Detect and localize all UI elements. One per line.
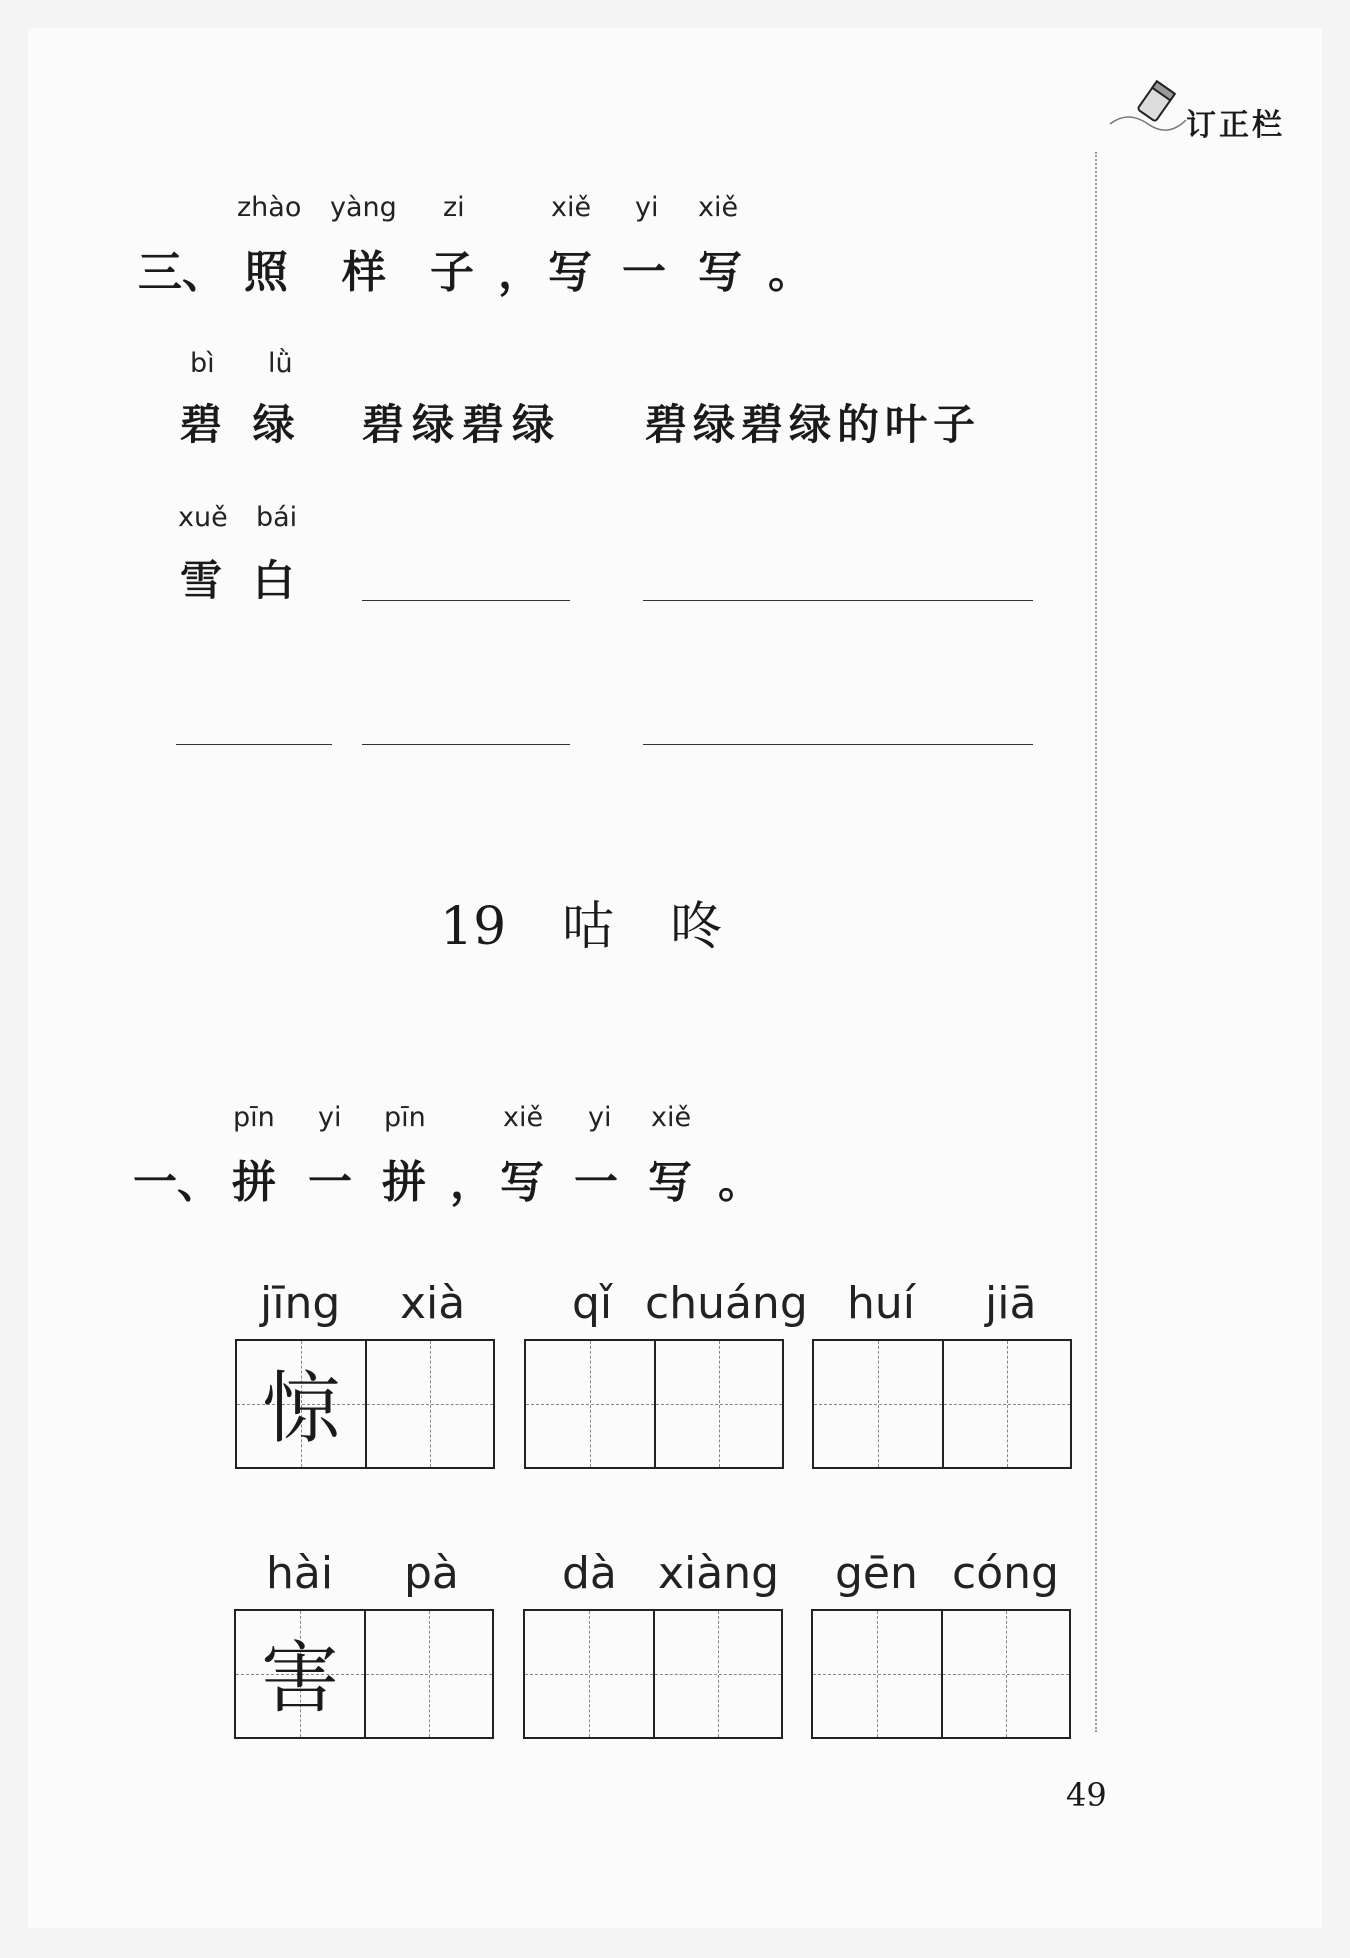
pinyin: xuě	[178, 502, 228, 533]
pinyin: xiě	[698, 192, 739, 223]
writing-grid	[235, 1339, 495, 1469]
example-word: 碧 绿	[180, 400, 303, 449]
title-char: 写	[698, 247, 742, 298]
answer-blank[interactable]	[176, 744, 332, 745]
pinyin: lǜ	[268, 348, 293, 379]
section-number: 三、	[138, 247, 226, 298]
pinyin: xià	[400, 1278, 466, 1329]
pinyin: yi	[635, 192, 659, 223]
answer-blank[interactable]	[362, 600, 570, 601]
pinyin: zhào	[237, 192, 302, 223]
page-number: 49	[1066, 1776, 1107, 1814]
pinyin: hài	[266, 1548, 334, 1599]
writing-cell[interactable]	[237, 1341, 365, 1467]
pinyin: yàng	[330, 192, 397, 223]
pinyin: zi	[443, 192, 465, 223]
writing-cell[interactable]	[653, 1611, 781, 1737]
pinyin: gēn	[835, 1548, 918, 1599]
title-char: 样	[342, 247, 386, 298]
pinyin: pà	[404, 1548, 459, 1599]
pinyin: jīng	[260, 1278, 341, 1329]
writing-cell[interactable]	[814, 1341, 942, 1467]
pinyin: qǐ	[572, 1278, 613, 1329]
writing-cell[interactable]	[941, 1611, 1069, 1737]
pinyin: cóng	[952, 1548, 1059, 1599]
pinyin: jiā	[985, 1278, 1037, 1329]
writing-grid	[812, 1339, 1072, 1469]
pinyin: chuáng	[645, 1278, 808, 1329]
title-char: ，	[450, 1157, 494, 1208]
writing-grid	[811, 1609, 1071, 1739]
writing-cell[interactable]	[364, 1611, 492, 1737]
writing-grid	[523, 1609, 783, 1739]
title-char: ，	[498, 247, 542, 298]
pinyin: huí	[847, 1278, 915, 1329]
writing-cell[interactable]	[654, 1341, 782, 1467]
title-char: 。	[768, 247, 812, 298]
lesson-title	[440, 884, 722, 959]
writing-cell[interactable]	[526, 1341, 654, 1467]
pinyin: bì	[190, 348, 215, 379]
answer-blank[interactable]	[643, 744, 1033, 745]
writing-cell[interactable]	[813, 1611, 941, 1737]
title-char: 一	[574, 1157, 618, 1208]
title-char: 写	[500, 1157, 544, 1208]
title-char: 照	[244, 247, 288, 298]
correction-column-divider	[1095, 152, 1099, 1732]
pencil-icon	[1108, 80, 1188, 132]
example-phrase: 碧绿碧绿的叶子	[645, 400, 982, 449]
title-char: 拼	[382, 1157, 426, 1208]
writing-cell[interactable]	[236, 1611, 364, 1737]
pinyin: xiě	[503, 1102, 544, 1133]
title-char: 拼	[232, 1157, 276, 1208]
title-char: 。	[718, 1157, 762, 1208]
answer-blank[interactable]	[362, 744, 570, 745]
writing-cell[interactable]	[942, 1341, 1070, 1467]
pinyin: xiàng	[658, 1548, 780, 1599]
example-repeat: 碧绿碧绿	[362, 400, 563, 449]
title-char: 一	[308, 1157, 352, 1208]
pinyin: yi	[318, 1102, 342, 1133]
title-char: 一	[622, 247, 666, 298]
pinyin: dà	[562, 1548, 617, 1599]
pinyin: xiě	[651, 1102, 692, 1133]
writing-cell[interactable]	[525, 1611, 653, 1737]
correction-column-label: 订正栏	[1186, 108, 1285, 143]
pinyin: bái	[256, 502, 298, 533]
answer-blank[interactable]	[643, 600, 1033, 601]
writing-grid	[524, 1339, 784, 1469]
section-number: 一、	[133, 1157, 221, 1208]
example-char: 害	[260, 1633, 339, 1724]
pinyin: yi	[588, 1102, 612, 1133]
pinyin: pīn	[233, 1102, 275, 1133]
writing-grid	[234, 1609, 494, 1739]
title-char: 写	[648, 1157, 692, 1208]
example-char: 惊	[261, 1363, 340, 1454]
writing-cell[interactable]	[365, 1341, 493, 1467]
lesson-title-char: 咕	[562, 897, 615, 957]
title-char: 子	[430, 247, 474, 298]
pinyin: xiě	[551, 192, 592, 223]
pinyin: pīn	[384, 1102, 426, 1133]
lesson-number: 19	[440, 897, 507, 957]
lesson-title-char: 咚	[670, 897, 723, 957]
title-char: 写	[548, 247, 592, 298]
exercise-word: 雪 白	[180, 556, 303, 605]
